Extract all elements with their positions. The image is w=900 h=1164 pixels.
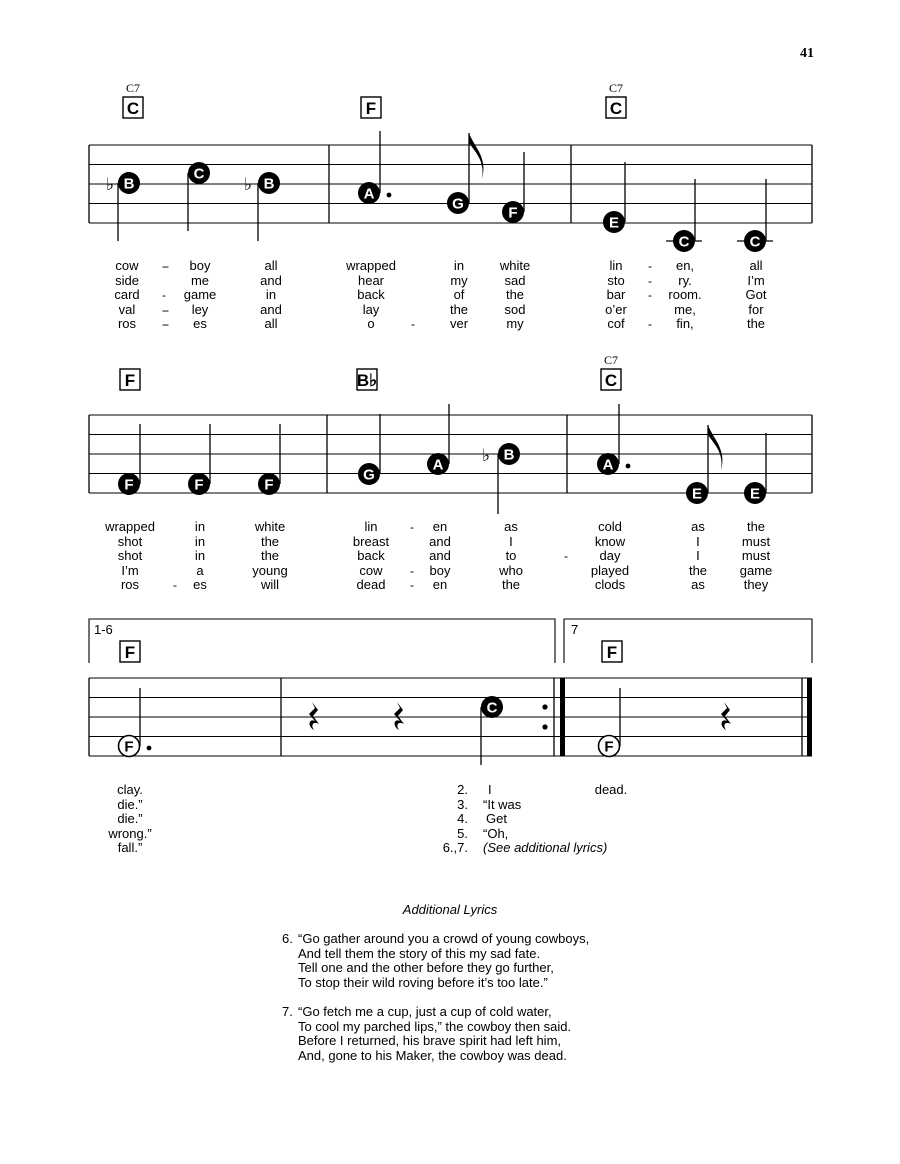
lyric-word: val — [118, 301, 136, 317]
lyric-word: game — [739, 562, 773, 578]
verse-line: Before I returned, his brave spirit had left him, — [298, 1033, 562, 1049]
lyric-column — [591, 520, 629, 593]
lyric-word: en — [432, 519, 448, 534]
lyric-word: and — [429, 533, 451, 549]
pickup-word: (See additional lyrics) — [483, 840, 608, 856]
note-letter: A — [602, 456, 614, 474]
lyric-word: the — [505, 287, 525, 303]
note-letter: E — [608, 214, 620, 232]
lyric-hyphen: - — [648, 259, 652, 273]
lyric-word: to — [505, 548, 517, 564]
lyric-word: sad — [504, 272, 526, 288]
ending-bracket — [564, 619, 812, 663]
lyric-column — [689, 520, 707, 593]
note-head — [502, 152, 524, 223]
lyric-word: in — [265, 287, 277, 303]
lyric-word: I — [696, 548, 700, 564]
note-head — [686, 425, 722, 504]
lyric-column — [605, 259, 627, 332]
lyric-word: dead — [356, 577, 386, 593]
lyric-word: cold — [598, 519, 622, 534]
lyric-column — [252, 520, 287, 593]
lyric-word: o — [367, 316, 375, 332]
lyric-column — [346, 259, 396, 332]
chord-symbol — [357, 369, 377, 390]
verse-line: Tell one and the other before they go further, — [298, 960, 554, 976]
lyric-hyphen: - — [410, 578, 414, 592]
verse-line: And tell them the story of this my sad fate. — [298, 945, 541, 961]
lyric-hyphen: - — [165, 303, 169, 317]
lyric-hyphen: - — [162, 317, 166, 331]
lyric-word: must — [741, 533, 771, 549]
lyric-word: who — [499, 562, 523, 578]
lyric-word: sod — [504, 301, 526, 317]
lyric-word: es — [193, 577, 207, 593]
pickup-words — [483, 783, 607, 856]
lyric-word: white — [254, 519, 286, 534]
verse-number: 4. — [457, 811, 468, 827]
lyric-word: the — [260, 533, 280, 549]
lyric-hyphen: - — [162, 303, 166, 317]
dot — [626, 464, 631, 469]
lyric-word: know — [594, 533, 626, 549]
lyric-word: o’er — [605, 301, 627, 317]
lyric-word: day — [599, 548, 621, 564]
lyric-word: in — [194, 519, 206, 534]
lyric-word: as — [691, 577, 705, 593]
verse-number: 2. — [457, 782, 468, 797]
lyric-word: a — [196, 562, 204, 578]
lyric-column — [450, 259, 468, 332]
note-head — [744, 433, 766, 504]
pickup-word: I — [488, 782, 492, 797]
chord-symbol — [361, 97, 381, 118]
lyric-word: fall.” — [117, 840, 143, 856]
verse-line: To stop their wild roving before it’s too late.” — [298, 974, 548, 990]
note-letter: A — [363, 185, 375, 203]
chord-letter: F — [124, 371, 136, 390]
lyric-word: sto — [607, 272, 625, 288]
quarter-rest — [394, 702, 404, 730]
lyric-word: ros — [120, 577, 140, 593]
lyric-word: in — [453, 258, 465, 273]
lyric-hyphen: - — [648, 274, 652, 288]
quarter-rest — [721, 702, 731, 730]
lyric-hyphen: - — [165, 317, 169, 331]
chord-letter: F — [365, 99, 377, 118]
verse-numbers — [434, 783, 468, 856]
page-number: 41 — [800, 46, 814, 61]
lyric-word: as — [504, 519, 518, 534]
lyric-word: and — [260, 301, 282, 317]
chord-name: C7 — [608, 81, 624, 95]
note-head — [119, 688, 152, 757]
lyric-word: ros — [117, 316, 137, 332]
lyric-hyphen: - — [165, 259, 169, 273]
lyric-word: lay — [362, 301, 380, 317]
verse-line: To cool my parched lips,” the cowboy then said. — [298, 1018, 572, 1034]
pickup-word: Get — [486, 811, 507, 827]
lyric-word: ver — [449, 316, 469, 332]
chord-symbol — [123, 81, 143, 118]
lyric-word: I — [509, 533, 513, 549]
note-flag — [469, 133, 483, 179]
chord-symbol — [120, 641, 140, 662]
lyric-word: back — [357, 548, 385, 564]
lyric-word: the — [260, 548, 280, 564]
lyric-word: in — [194, 533, 206, 549]
note-letter: F — [194, 476, 204, 494]
note-letter: B — [123, 175, 135, 193]
lyric-word: clay. — [117, 782, 143, 797]
chord-symbol — [601, 353, 621, 390]
note-head — [603, 162, 625, 233]
dot — [387, 193, 392, 198]
note-letter: F — [124, 738, 134, 756]
lyric-word: the — [449, 301, 469, 317]
lyric-hyphen: - — [410, 564, 414, 578]
verse-number: 6. — [282, 931, 293, 946]
chord-symbol — [606, 81, 626, 118]
lyric-word: they — [743, 577, 769, 593]
note-head — [498, 443, 520, 514]
note-head — [481, 696, 503, 765]
lyric-word: the — [746, 316, 766, 332]
note-head — [258, 172, 280, 241]
lyric-word: en — [432, 577, 448, 593]
chord-symbol — [602, 641, 622, 662]
lyric-hyphen: - — [173, 578, 177, 592]
note-head — [666, 179, 702, 252]
lyric-word: es — [193, 316, 207, 332]
lyric-word: for — [748, 301, 764, 317]
lyric-column — [746, 259, 767, 332]
chord-letter: F — [606, 643, 618, 662]
note-letter: E — [749, 485, 761, 503]
lyric-word: room. — [668, 287, 702, 303]
lyric-hyphen: - — [411, 317, 415, 331]
lyric-column — [260, 259, 282, 332]
lyric-word: all — [264, 316, 278, 332]
lyric-word: wrapped — [105, 519, 155, 534]
pickup-word: “It was — [483, 796, 522, 812]
lyric-word: my — [450, 272, 468, 288]
chord-letter: F — [124, 643, 136, 662]
note-letter: B — [503, 446, 515, 464]
verse-number: 3. — [457, 796, 468, 812]
flat-sign: ♭ — [243, 175, 253, 195]
lyric-word: cow — [115, 258, 139, 273]
lyric-word: played — [590, 562, 630, 578]
lyric-word: in — [194, 548, 206, 564]
lyric-word: and — [429, 548, 451, 564]
lyric-word: boy — [429, 562, 451, 578]
note-head — [118, 172, 140, 241]
lyric-word: will — [260, 577, 280, 593]
note-letter: A — [432, 456, 444, 474]
lyric-column — [499, 520, 523, 593]
lyric-word: clods — [594, 577, 626, 593]
chord-letter: C — [604, 371, 618, 390]
lyric-word: cow — [359, 562, 383, 578]
note-letter: G — [363, 466, 375, 484]
lyric-column — [595, 783, 628, 798]
lyric-word: me — [190, 272, 210, 288]
lyric-word: wrapped — [346, 258, 396, 273]
note-letter: C — [678, 233, 690, 251]
lyric-word: and — [260, 272, 282, 288]
lyric-word: bar — [606, 287, 626, 303]
additional-lyrics-title: Additional Lyrics — [402, 902, 498, 917]
lyric-word: side — [115, 272, 139, 288]
lyric-hyphen: - — [410, 520, 414, 534]
note-letter: E — [691, 485, 703, 503]
verse-line: And, gone to his Maker, the cowboy was dead. — [298, 1047, 567, 1063]
dot — [147, 746, 152, 751]
quarter-rest — [309, 702, 319, 730]
thick-bar-line — [560, 678, 565, 756]
note-flag — [708, 425, 722, 471]
note-letter: F — [124, 476, 134, 494]
lyric-word: en, — [675, 258, 695, 273]
note-letter: C — [193, 165, 205, 183]
lyric-word: the — [501, 577, 521, 593]
lyric-word: card — [114, 287, 140, 303]
lyric-column — [500, 259, 530, 332]
chord-letter: B♭ — [356, 371, 378, 390]
flat-sign: ♭ — [481, 446, 491, 466]
lyric-word: all — [264, 258, 278, 273]
chord-letter: C — [126, 99, 140, 118]
ending-label: 7 — [571, 622, 579, 637]
lyric-word: all — [749, 258, 763, 273]
verse-line: “Go gather around you a crowd of young cowboys, — [298, 931, 590, 946]
lyric-column — [105, 520, 155, 593]
lyric-word: must — [741, 548, 771, 564]
chord-symbol — [120, 369, 140, 390]
note-head — [358, 414, 380, 485]
lyric-column — [184, 259, 217, 332]
lyric-word: my — [506, 316, 524, 332]
lyric-word: ley — [191, 301, 209, 317]
verse-number: 6.,7. — [442, 840, 468, 856]
note-letter: F — [508, 204, 518, 222]
lyric-word: dead. — [594, 782, 628, 797]
lyric-word: ry. — [678, 272, 692, 288]
note-head — [599, 688, 621, 757]
repeat-dot — [542, 704, 547, 709]
chord-letter: C — [609, 99, 623, 118]
lyric-hyphen: - — [648, 317, 652, 331]
note-letter: G — [452, 195, 464, 213]
ending-bracket — [89, 619, 555, 663]
note-letter: C — [749, 233, 761, 251]
lyric-word: die.” — [117, 796, 143, 812]
lyric-word: I’m — [121, 562, 139, 578]
lyric-word: game — [183, 287, 217, 303]
lyric-hyphen: - — [564, 549, 568, 563]
lyric-word: lin — [609, 258, 623, 273]
lyric-column — [740, 520, 773, 593]
lyric-column — [353, 520, 389, 593]
note-letter: F — [604, 738, 614, 756]
lyric-word: shot — [117, 548, 143, 564]
lyric-word: hear — [357, 272, 385, 288]
lyric-word: Got — [745, 287, 767, 303]
pickup-word: “Oh, — [483, 825, 509, 841]
lyric-word: fin, — [676, 316, 694, 332]
chord-name: C7 — [125, 81, 141, 95]
note-letter: B — [263, 175, 275, 193]
lyric-word: breast — [352, 533, 390, 549]
lyric-word: young — [252, 562, 288, 578]
note-head — [188, 162, 210, 231]
lyric-word: die.” — [117, 811, 143, 827]
note-letter: F — [264, 476, 274, 494]
lyric-word: back — [357, 287, 385, 303]
verse-line: “Go fetch me a cup, just a cup of cold water, — [298, 1004, 552, 1019]
thick-bar-line — [807, 678, 812, 756]
ending-label: 1-6 — [94, 622, 113, 637]
lyric-word: shot — [117, 533, 143, 549]
note-letter: C — [486, 699, 498, 717]
lyric-word: cof — [607, 316, 625, 332]
lyric-column — [114, 259, 139, 332]
lyric-word: I’m — [747, 272, 765, 288]
repeat-dot — [542, 724, 547, 729]
lyric-hyphen: - — [648, 288, 652, 302]
lyric-column — [108, 783, 151, 856]
lyric-word: wrong.” — [108, 825, 152, 841]
lyric-word: boy — [189, 258, 211, 273]
lyric-column — [193, 520, 207, 593]
lyric-word: me, — [674, 301, 696, 317]
lyric-word: white — [499, 258, 531, 273]
lyric-word: the — [688, 562, 708, 578]
note-head — [737, 179, 773, 252]
lyric-hyphen: - — [162, 288, 166, 302]
flat-sign: ♭ — [105, 175, 115, 195]
verse-number: 5. — [457, 825, 468, 841]
note-head — [358, 131, 391, 204]
lyric-column — [429, 520, 451, 593]
lyric-word: as — [691, 519, 705, 534]
lyric-word: the — [746, 519, 766, 534]
verse-number: 7. — [282, 1004, 293, 1019]
lyric-column — [668, 259, 701, 332]
lyric-word: I — [696, 533, 700, 549]
lyric-word: of — [453, 287, 465, 303]
lyric-hyphen: - — [162, 259, 166, 273]
chord-name: C7 — [603, 353, 619, 367]
lyric-word: lin — [364, 519, 378, 534]
